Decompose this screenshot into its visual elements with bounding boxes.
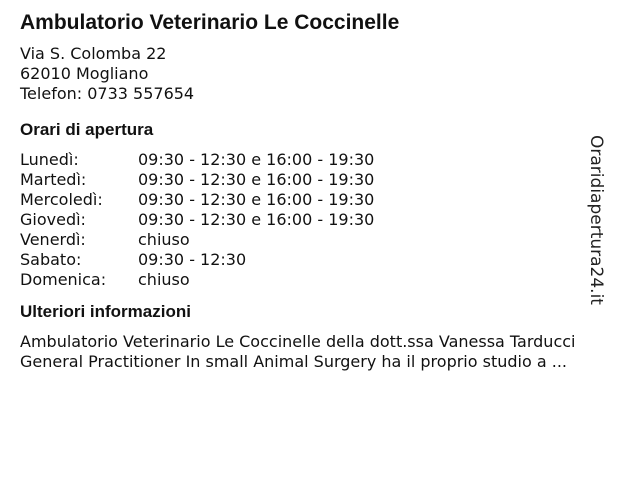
hours-day: Mercoledì:	[20, 190, 103, 209]
site-watermark	[576, 135, 616, 305]
hours-time: 09:30 - 12:30 e 16:00 - 19:30	[138, 210, 375, 229]
hours-row-saturday	[20, 250, 620, 270]
hours-time: chiuso	[138, 270, 190, 289]
address-block	[20, 44, 620, 104]
business-card	[20, 10, 620, 480]
more-info-line: Ambulatorio Veterinario Le Coccinelle della dott.ssa Vanessa Tarducci	[20, 332, 576, 351]
address-street: Via S. Colomba 22	[20, 44, 167, 63]
opening-hours-heading: Orari di apertura	[20, 120, 154, 139]
more-info-heading: Ulteriori informazioni	[20, 302, 191, 321]
hours-day: Domenica:	[20, 270, 107, 289]
hours-row-monday	[20, 150, 620, 170]
hours-time: 09:30 - 12:30 e 16:00 - 19:30	[138, 190, 375, 209]
hours-row-friday	[20, 230, 620, 250]
opening-hours-table	[20, 150, 620, 290]
hours-row-sunday	[20, 270, 620, 290]
phone-number: Telefon: 0733 557654	[20, 84, 195, 103]
hours-day: Lunedì:	[20, 150, 79, 169]
hours-time: 09:30 - 12:30	[138, 250, 247, 269]
hours-time: 09:30 - 12:30 e 16:00 - 19:30	[138, 170, 375, 189]
more-info-text	[20, 332, 620, 372]
hours-row-tuesday	[20, 170, 620, 190]
hours-day: Venerdì:	[20, 230, 86, 249]
hours-day: Martedì:	[20, 170, 87, 189]
business-name: Ambulatorio Veterinario Le Coccinelle	[20, 11, 400, 34]
more-info-line: General Practitioner In small Animal Surgery ha il proprio studio a ...	[20, 352, 567, 371]
address-city: 62010 Mogliano	[20, 64, 149, 83]
hours-day: Giovedì:	[20, 210, 86, 229]
hours-row-wednesday	[20, 190, 620, 210]
hours-row-thursday	[20, 210, 620, 230]
hours-time: chiuso	[138, 230, 190, 249]
hours-day: Sabato:	[20, 250, 82, 269]
hours-time: 09:30 - 12:30 e 16:00 - 19:30	[138, 150, 375, 169]
watermark-text: Oraridiapertura24.it	[586, 135, 607, 305]
